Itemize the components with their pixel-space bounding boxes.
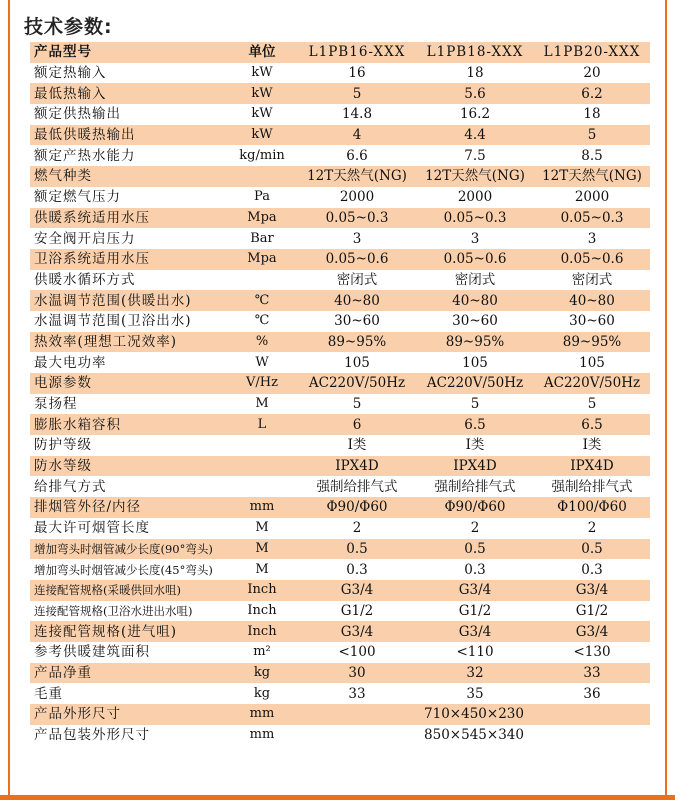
row-name: 参考供暖建筑面积 bbox=[34, 644, 150, 661]
page-title: 技术参数: bbox=[24, 16, 113, 38]
row-unit: V/Hz bbox=[226, 373, 298, 394]
row-value: 105 bbox=[579, 354, 605, 371]
row-unit: M bbox=[255, 520, 269, 536]
row-value: <100 bbox=[338, 644, 376, 661]
row-value: 0.05~0.6 bbox=[298, 249, 416, 270]
row-name: 连接配管规格(卫浴水进出水咀) bbox=[34, 603, 193, 618]
table-row bbox=[30, 166, 650, 187]
spec-table bbox=[30, 42, 650, 745]
row-unit: kg/min bbox=[239, 147, 285, 163]
table-row bbox=[30, 456, 650, 477]
row-unit: ℃ bbox=[226, 290, 298, 311]
row-value: 105 bbox=[462, 354, 488, 371]
row-value: I类 bbox=[347, 437, 367, 454]
row-unit: W bbox=[255, 354, 269, 370]
table-row bbox=[30, 539, 650, 560]
row-value: 850×545×340 bbox=[424, 727, 524, 744]
row-name: 产品净重 bbox=[30, 663, 226, 684]
row-value: 30~60 bbox=[334, 313, 380, 330]
row-value: 强制给排气式 bbox=[316, 478, 398, 495]
table-row bbox=[30, 518, 650, 539]
row-value: 30~60 bbox=[452, 313, 498, 330]
row-value: 密闭式 bbox=[454, 271, 496, 288]
row-value: 18 bbox=[583, 106, 601, 123]
row-name: 增加弯头时烟管减少长度(90°弯头) bbox=[30, 539, 226, 560]
table-row bbox=[30, 145, 650, 166]
row-name: 连接配管规格(采暖供回水咀) bbox=[30, 580, 226, 601]
row-value: 5 bbox=[298, 83, 416, 104]
row-value: <110 bbox=[456, 644, 494, 661]
row-name: 产品外形尺寸 bbox=[30, 704, 226, 725]
header-unit: 单位 bbox=[226, 42, 298, 63]
row-value: 5.6 bbox=[416, 83, 534, 104]
row-value: 5 bbox=[470, 396, 480, 413]
table-row bbox=[30, 270, 650, 291]
table-row bbox=[30, 663, 650, 684]
row-name: 最低热输入 bbox=[30, 83, 226, 104]
row-unit: mm bbox=[249, 727, 275, 743]
row-unit: M bbox=[255, 396, 269, 412]
row-unit: L bbox=[226, 414, 298, 435]
row-value: G3/4 bbox=[534, 621, 650, 642]
row-value: 89~95% bbox=[298, 332, 416, 353]
row-value: 40~80 bbox=[298, 290, 416, 311]
row-name: 额定供热输出 bbox=[34, 106, 121, 123]
row-value: G3/4 bbox=[298, 621, 416, 642]
row-value: 0.5 bbox=[298, 539, 416, 560]
table-row bbox=[30, 394, 650, 415]
row-value: Φ90/Φ60 bbox=[298, 497, 416, 518]
table-row bbox=[30, 642, 650, 663]
row-value: G1/2 bbox=[575, 602, 609, 619]
row-value: 0.05~0.3 bbox=[298, 208, 416, 229]
table-row bbox=[30, 125, 650, 146]
table-header-row bbox=[30, 42, 650, 63]
row-value: 0.05~0.6 bbox=[416, 249, 534, 270]
row-value: 3 bbox=[587, 230, 597, 247]
row-value: 12T天然气(NG) bbox=[534, 166, 650, 187]
row-value: IPX4D bbox=[298, 456, 416, 477]
row-value: 6.5 bbox=[534, 414, 650, 435]
row-value: 2000 bbox=[574, 189, 610, 206]
row-name: 安全阀开启压力 bbox=[34, 230, 136, 247]
row-value: 40~80 bbox=[416, 290, 534, 311]
row-value: 3 bbox=[470, 230, 480, 247]
row-value: 5 bbox=[534, 125, 650, 146]
row-value: G3/4 bbox=[416, 621, 534, 642]
row-name: 水温调节范围(卫浴出水) bbox=[34, 313, 192, 330]
row-unit: kW bbox=[251, 65, 273, 81]
row-value: 2 bbox=[470, 520, 480, 537]
row-unit bbox=[226, 270, 298, 291]
row-unit bbox=[226, 456, 298, 477]
row-value: 8.5 bbox=[581, 147, 603, 164]
row-name: 防护等级 bbox=[34, 437, 92, 454]
row-unit: m² bbox=[253, 644, 271, 660]
row-value: 14.8 bbox=[341, 106, 373, 123]
row-value: 35 bbox=[466, 685, 484, 702]
row-value: G1/2 bbox=[458, 602, 492, 619]
row-value: 12T天然气(NG) bbox=[416, 166, 534, 187]
row-unit: kW bbox=[226, 83, 298, 104]
row-value: 0.5 bbox=[534, 539, 650, 560]
row-value: 33 bbox=[534, 663, 650, 684]
row-value: 强制给排气式 bbox=[551, 478, 633, 495]
table-row bbox=[30, 352, 650, 373]
row-unit: Mpa bbox=[226, 249, 298, 270]
row-name: 电源参数 bbox=[30, 373, 226, 394]
row-value: 30 bbox=[298, 663, 416, 684]
row-value: 密闭式 bbox=[336, 271, 378, 288]
table-row bbox=[30, 290, 650, 311]
header-model: L1PB16-XXX bbox=[298, 42, 416, 63]
table-row bbox=[30, 83, 650, 104]
row-value: 0.05~0.6 bbox=[534, 249, 650, 270]
table-row bbox=[30, 332, 650, 353]
table-row bbox=[30, 683, 650, 704]
row-unit: kW bbox=[251, 106, 273, 122]
row-name: 供暖水循环方式 bbox=[34, 271, 136, 288]
table-row bbox=[30, 725, 650, 746]
row-value: 40~80 bbox=[534, 290, 650, 311]
row-name: 增加弯头时烟管减少长度(45°弯头) bbox=[34, 562, 213, 577]
row-value: 2000 bbox=[339, 189, 375, 206]
row-value: G3/4 bbox=[298, 580, 416, 601]
row-value: 0.3 bbox=[346, 561, 368, 578]
row-name: 水温调节范围(供暖出水) bbox=[30, 290, 226, 311]
row-name: 额定产热水能力 bbox=[34, 147, 136, 164]
row-unit: M bbox=[255, 561, 269, 577]
row-value: 6.5 bbox=[416, 414, 534, 435]
row-value: G1/2 bbox=[340, 602, 374, 619]
row-value: 4 bbox=[298, 125, 416, 146]
row-value: 4.4 bbox=[416, 125, 534, 146]
row-name: 卫浴系统适用水压 bbox=[30, 249, 226, 270]
row-value: 32 bbox=[416, 663, 534, 684]
bottom-accent-bar bbox=[0, 795, 675, 800]
row-value: 18 bbox=[466, 65, 484, 82]
row-value: 710×450×230 bbox=[298, 704, 650, 725]
row-value: 6.2 bbox=[534, 83, 650, 104]
header-model: L1PB20-XXX bbox=[534, 42, 650, 63]
row-value: 89~95% bbox=[534, 332, 650, 353]
table-row bbox=[30, 249, 650, 270]
row-value: 16.2 bbox=[459, 106, 491, 123]
row-value: IPX4D bbox=[534, 456, 650, 477]
row-value: Φ90/Φ60 bbox=[416, 497, 534, 518]
row-name: 膨胀水箱容积 bbox=[30, 414, 226, 435]
row-value: I类 bbox=[465, 437, 485, 454]
row-value: 20 bbox=[583, 65, 601, 82]
row-unit: Inch bbox=[247, 602, 277, 618]
row-name: 额定燃气压力 bbox=[34, 189, 121, 206]
row-unit: Inch bbox=[226, 580, 298, 601]
row-unit: ℃ bbox=[254, 313, 270, 329]
row-name: 排烟管外径/内径 bbox=[30, 497, 226, 518]
row-name: 产品包装外形尺寸 bbox=[34, 727, 150, 744]
row-unit: M bbox=[226, 539, 298, 560]
header-model: L1PB18-XXX bbox=[416, 42, 534, 63]
table-row bbox=[30, 373, 650, 394]
row-value: 0.3 bbox=[581, 561, 603, 578]
row-value: 2 bbox=[352, 520, 362, 537]
row-unit: kW bbox=[226, 125, 298, 146]
table-row bbox=[30, 497, 650, 518]
row-value: 105 bbox=[344, 354, 370, 371]
row-value: IPX4D bbox=[416, 456, 534, 477]
row-value: 6 bbox=[298, 414, 416, 435]
row-name: 额定热输入 bbox=[34, 65, 107, 82]
row-value: I类 bbox=[582, 437, 602, 454]
row-value: 5 bbox=[352, 396, 362, 413]
row-name: 连接配管规格(进气咀) bbox=[30, 621, 226, 642]
row-name: 热效率(理想工况效率) bbox=[30, 332, 226, 353]
row-value: 36 bbox=[583, 685, 601, 702]
header-name: 产品型号 bbox=[30, 42, 226, 63]
row-unit: % bbox=[226, 332, 298, 353]
row-value: G3/4 bbox=[534, 580, 650, 601]
row-unit: Pa bbox=[254, 189, 270, 205]
row-value: 0.05~0.3 bbox=[416, 208, 534, 229]
row-unit: mm bbox=[226, 497, 298, 518]
row-value: Φ100/Φ60 bbox=[534, 497, 650, 518]
row-value: AC220V/50Hz bbox=[534, 373, 650, 394]
row-value: 5 bbox=[587, 396, 597, 413]
table-row bbox=[30, 559, 650, 580]
row-name: 最低供暖热输出 bbox=[30, 125, 226, 146]
row-value: 2000 bbox=[457, 189, 493, 206]
row-name: 供暖系统适用水压 bbox=[30, 208, 226, 229]
row-name: 毛重 bbox=[34, 685, 63, 702]
row-value: 2 bbox=[587, 520, 597, 537]
row-unit: Mpa bbox=[226, 208, 298, 229]
row-name: 最大许可烟管长度 bbox=[34, 520, 150, 537]
row-value: 0.3 bbox=[464, 561, 486, 578]
table-row bbox=[30, 187, 650, 208]
row-value: G3/4 bbox=[416, 580, 534, 601]
table-row bbox=[30, 435, 650, 456]
table-row bbox=[30, 228, 650, 249]
row-value: 16 bbox=[348, 65, 366, 82]
row-value: 89~95% bbox=[416, 332, 534, 353]
table-row bbox=[30, 63, 650, 84]
table-row bbox=[30, 208, 650, 229]
row-value: 密闭式 bbox=[571, 271, 613, 288]
table-row bbox=[30, 704, 650, 725]
row-name: 燃气种类 bbox=[30, 166, 226, 187]
table-row bbox=[30, 621, 650, 642]
row-value: 12T天然气(NG) bbox=[298, 166, 416, 187]
row-unit bbox=[226, 435, 298, 456]
row-unit: kg bbox=[226, 663, 298, 684]
row-unit bbox=[226, 476, 298, 497]
row-name: 泵扬程 bbox=[34, 396, 78, 413]
row-value: 0.5 bbox=[416, 539, 534, 560]
row-unit bbox=[226, 166, 298, 187]
row-value: AC220V/50Hz bbox=[416, 373, 534, 394]
row-name: 给排气方式 bbox=[34, 478, 107, 495]
row-value: 7.5 bbox=[464, 147, 486, 164]
row-value: 3 bbox=[352, 230, 362, 247]
row-value: 6.6 bbox=[346, 147, 368, 164]
table-row bbox=[30, 476, 650, 497]
row-unit: mm bbox=[226, 704, 298, 725]
row-name: 防水等级 bbox=[30, 456, 226, 477]
row-value: 30~60 bbox=[569, 313, 615, 330]
row-value: 0.05~0.3 bbox=[534, 208, 650, 229]
row-value: <130 bbox=[573, 644, 611, 661]
row-unit: kg bbox=[253, 685, 271, 701]
row-name: 最大电功率 bbox=[34, 354, 107, 371]
table-row bbox=[30, 601, 650, 622]
table-row bbox=[30, 580, 650, 601]
row-unit: Inch bbox=[226, 621, 298, 642]
row-value: 33 bbox=[348, 685, 366, 702]
row-unit: Bar bbox=[250, 230, 274, 246]
table-row bbox=[30, 104, 650, 125]
table-row bbox=[30, 414, 650, 435]
row-value: AC220V/50Hz bbox=[298, 373, 416, 394]
table-row bbox=[30, 311, 650, 332]
row-value: 强制给排气式 bbox=[434, 478, 516, 495]
